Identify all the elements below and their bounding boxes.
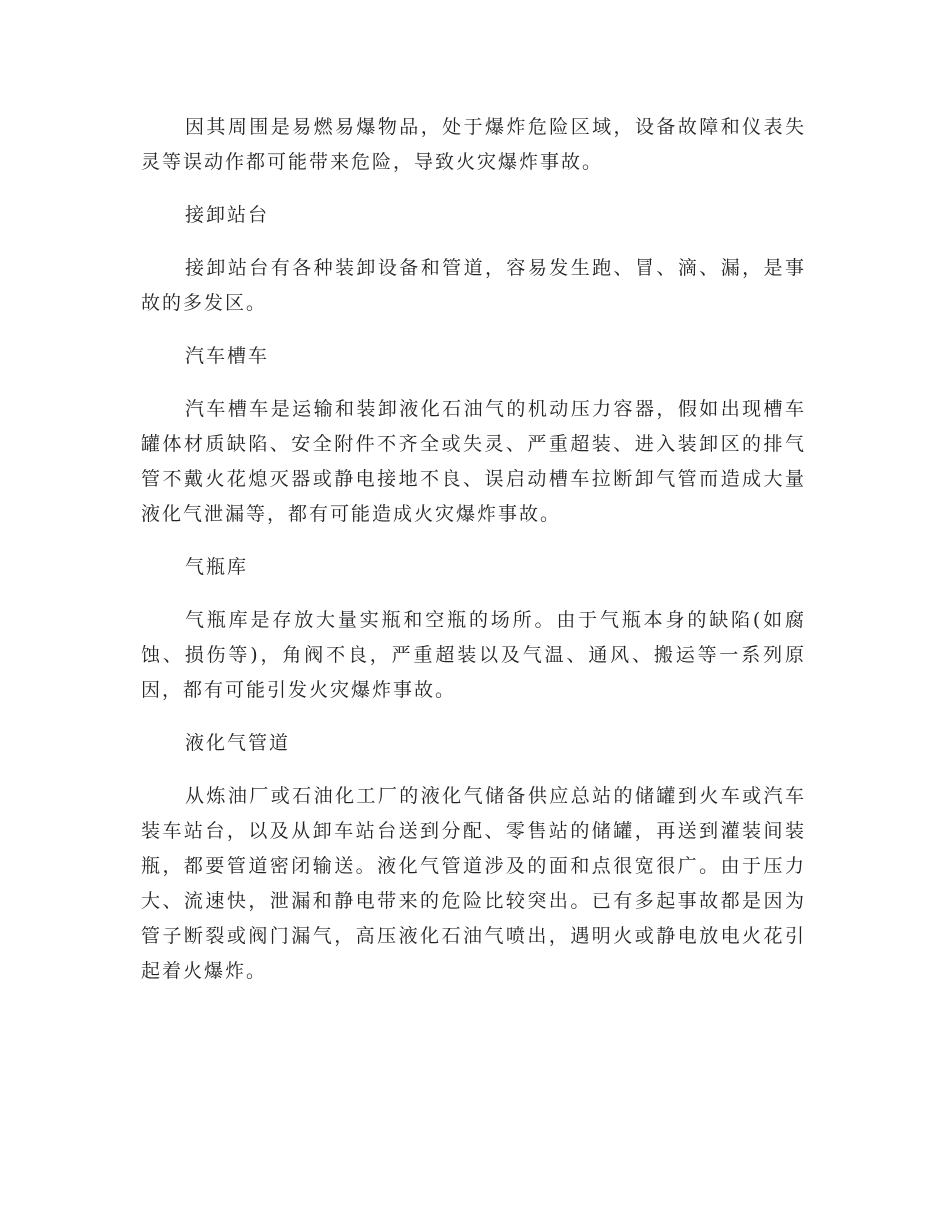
section-heading-cylinder-depot: 气瓶库 bbox=[185, 556, 249, 578]
paragraph-unloading-platform: 接卸站台有各种装卸设备和管道，容易发生跑、冒、滴、漏，是事故的多发区。 bbox=[141, 257, 806, 314]
paragraph-lpg-pipeline: 从炼油厂或石油化工厂的液化气储备供应总站的储罐到火车或汽车装车站台，以及从卸车站台送到分配、零售站的储罐，再送到灌装间装瓶，都要管道密闭输送。液化气管道涉及的面和点很宽很广。由于压力大、流速快，泄漏和静电带来的危险比较突出。已有多起事故都是因为管子断裂或阀门漏气，高压液化石油气喷出，遇明火或静电放电火花引起着火爆炸。 bbox=[141, 785, 806, 982]
document-body bbox=[141, 110, 806, 1007]
paragraph-tank-truck: 汽车槽车是运输和装卸液化石油气的机动压力容器，假如出现槽车罐体材质缺陷、安全附件不齐全或失灵、严重超装、进入装卸区的排气管不戴火花熄灭器或静电接地不良、误启动槽车拉断卸气管而造成大量液化气泄漏等，都有可能造成火灾爆炸事故。 bbox=[141, 398, 806, 525]
section-heading-unloading-platform: 接卸站台 bbox=[185, 204, 270, 226]
section-heading-tank-truck: 汽车槽车 bbox=[185, 345, 270, 367]
paragraph-intro: 因其周围是易燃易爆物品，处于爆炸危险区域，设备故障和仪表失灵等误动作都可能带来危险，导致火灾爆炸事故。 bbox=[141, 116, 806, 173]
paragraph-cylinder-depot: 气瓶库是存放大量实瓶和空瓶的场所。由于气瓶本身的缺陷(如腐蚀、损伤等)，角阀不良，严重超装以及气温、通风、搬运等一系列原因，都有可能引发火灾爆炸事故。 bbox=[141, 609, 806, 701]
section-heading-lpg-pipeline: 液化气管道 bbox=[185, 732, 291, 754]
